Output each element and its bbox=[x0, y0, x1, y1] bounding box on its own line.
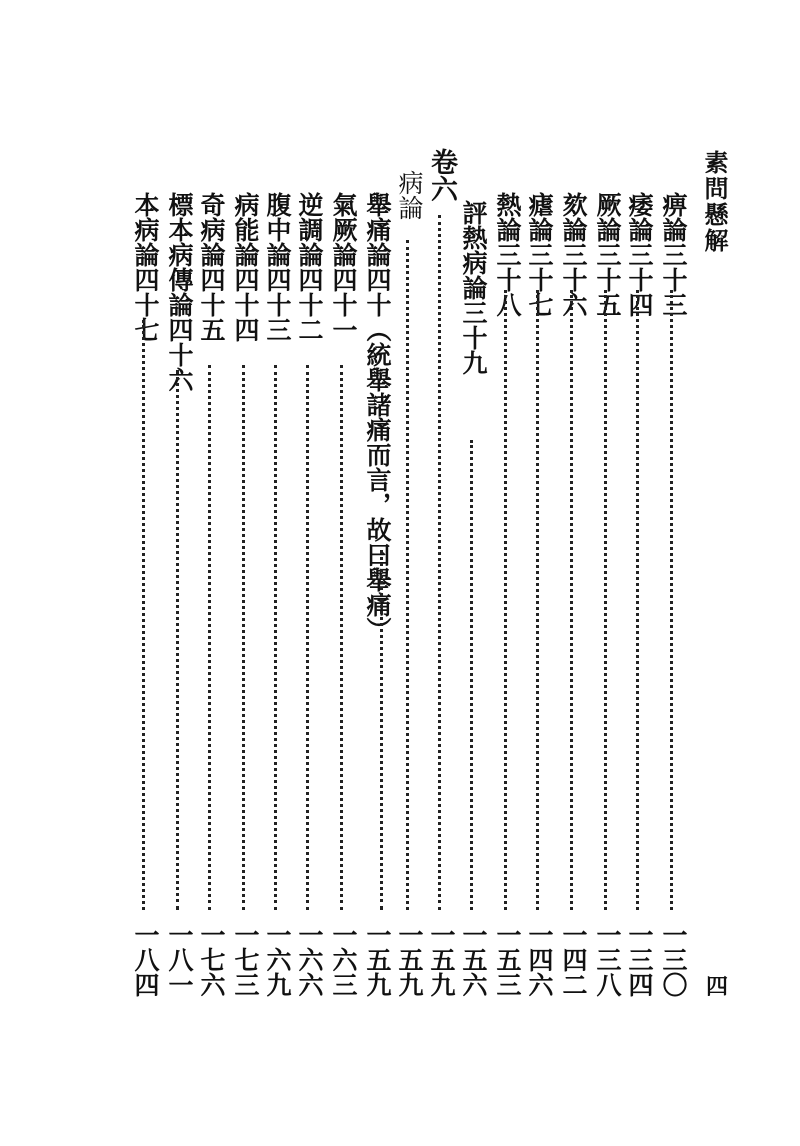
toc-entry bbox=[292, 0, 326, 1146]
entry-page: 一六三 bbox=[329, 922, 358, 997]
entry-title: 氣厥論四十一 bbox=[329, 192, 358, 342]
entry-page: 一六九 bbox=[263, 922, 292, 997]
leader-dots bbox=[636, 290, 639, 910]
entry-page: 一七六 bbox=[197, 922, 226, 997]
leader-dots bbox=[536, 290, 539, 910]
entry-title: 熱論三十八 bbox=[493, 192, 522, 317]
entry-title: 病論 bbox=[395, 170, 424, 220]
toc-entry bbox=[490, 0, 524, 1146]
entry-title: 痿論三十四 bbox=[625, 192, 654, 317]
leader-dots bbox=[142, 320, 145, 910]
leader-dots bbox=[380, 550, 383, 910]
toc-entry bbox=[194, 0, 228, 1146]
entry-title: 評熱病論三十九 bbox=[459, 200, 488, 375]
toc-entry bbox=[556, 0, 590, 1146]
leader-dots bbox=[306, 365, 309, 910]
entry-title: 逆調論四十二 bbox=[295, 192, 324, 342]
entry-title: 舉痛論四十（統舉諸痛而言，故曰舉痛） bbox=[363, 192, 392, 642]
toc-entry bbox=[162, 0, 196, 1146]
toc-entry bbox=[128, 0, 162, 1146]
volume-heading bbox=[424, 0, 458, 1146]
entry-page: 一五三 bbox=[493, 922, 522, 997]
entry-page: 一三八 bbox=[593, 922, 622, 997]
entry-title: 病能論四十四 bbox=[231, 192, 260, 342]
entry-title: 腹中論四十三 bbox=[263, 192, 292, 342]
toc-entry bbox=[656, 0, 690, 1146]
page-number: 四 bbox=[705, 974, 728, 1000]
leader-dots bbox=[274, 365, 277, 910]
toc-entry bbox=[590, 0, 624, 1146]
entry-title: 瘧論三十七 bbox=[525, 192, 554, 317]
toc-entry bbox=[360, 0, 394, 1146]
entry-page: 一五六 bbox=[459, 922, 488, 997]
leader-dots bbox=[242, 365, 245, 910]
entry-title: 卷六 bbox=[426, 148, 457, 202]
leader-dots bbox=[176, 370, 179, 910]
leader-dots bbox=[470, 440, 473, 910]
entry-page: 一三〇 bbox=[659, 922, 688, 997]
entry-page: 一六六 bbox=[295, 922, 324, 997]
leader-dots bbox=[438, 215, 441, 910]
entry-page: 一七三 bbox=[231, 922, 260, 997]
toc-entry bbox=[392, 0, 426, 1146]
leader-dots bbox=[604, 290, 607, 910]
entry-title: 本病論四十七 bbox=[131, 192, 160, 342]
leader-dots bbox=[340, 365, 343, 910]
entry-title: 厥論三十五 bbox=[593, 192, 622, 317]
entry-page: 一五九 bbox=[395, 922, 424, 997]
entry-title: 標本病傳論四十六 bbox=[165, 192, 194, 392]
entry-title: 奇病論四十五 bbox=[197, 192, 226, 342]
entry-title: 欬論三十六 bbox=[559, 192, 588, 317]
toc-entry bbox=[456, 0, 490, 1146]
toc-entry bbox=[260, 0, 294, 1146]
leader-dots bbox=[570, 290, 573, 910]
entry-page: 一四二 bbox=[559, 922, 588, 997]
entry-page: 一四六 bbox=[525, 922, 554, 997]
leader-dots bbox=[670, 290, 673, 910]
leader-dots bbox=[208, 365, 211, 910]
entry-page: 一三四 bbox=[625, 922, 654, 997]
toc-entry bbox=[228, 0, 262, 1146]
entry-title: 痹論三十三 bbox=[659, 192, 688, 317]
leader-dots bbox=[504, 290, 507, 910]
toc-entry bbox=[522, 0, 556, 1146]
running-title: 素問懸解 bbox=[700, 150, 729, 254]
leader-dots bbox=[406, 240, 409, 910]
entry-page: 一五九 bbox=[427, 922, 456, 997]
entry-page: 一五九 bbox=[363, 922, 392, 997]
entry-page: 一八一 bbox=[165, 922, 194, 997]
entry-page: 一八四 bbox=[131, 922, 160, 997]
toc-entry bbox=[326, 0, 360, 1146]
toc-entry bbox=[622, 0, 656, 1146]
